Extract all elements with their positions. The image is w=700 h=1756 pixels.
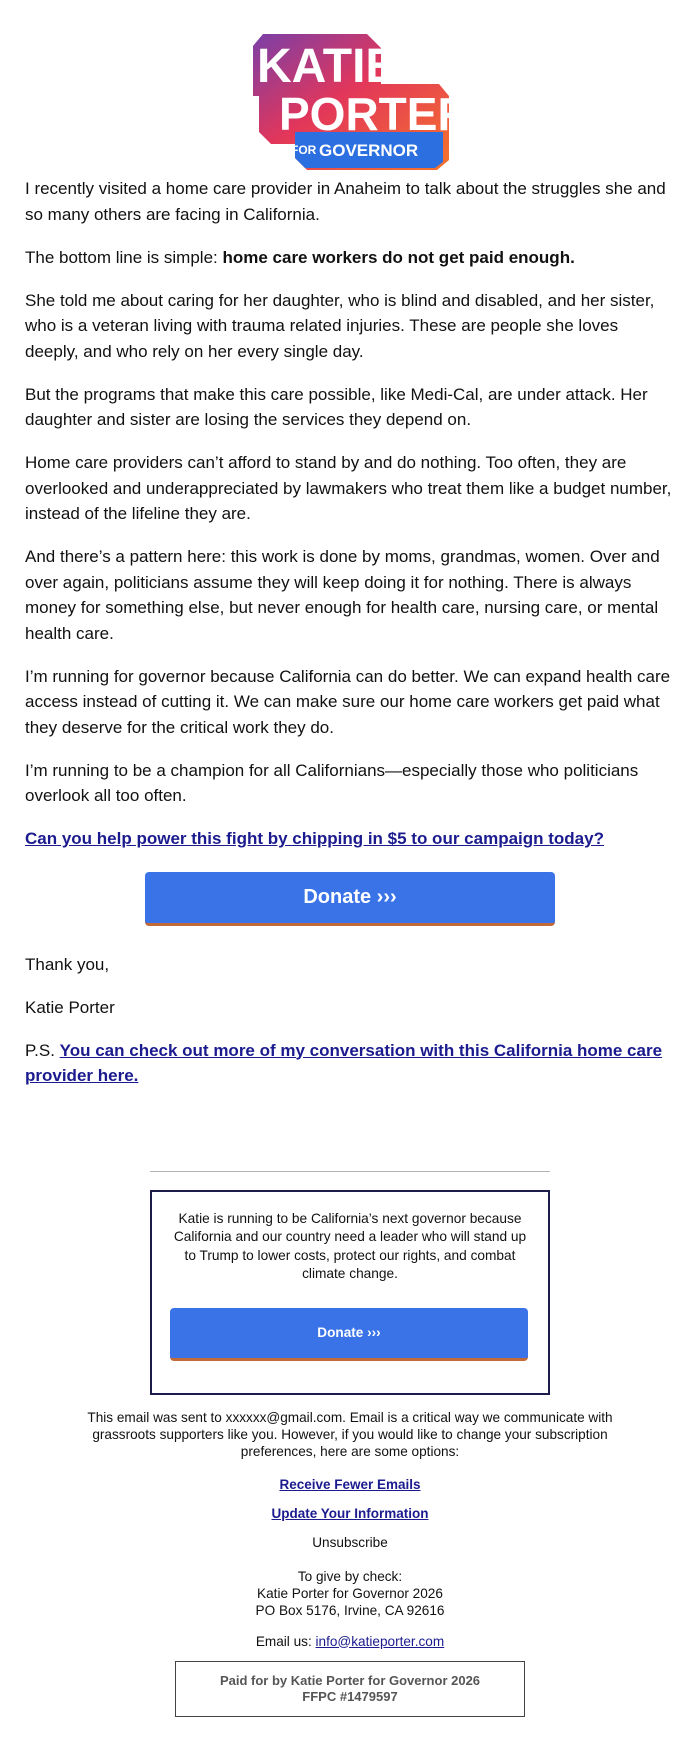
paragraph-8: I’m running to be a champion for all Californians—especially those who politicians overlook all too often. bbox=[25, 760, 639, 805]
ps-paragraph bbox=[25, 1038, 675, 1089]
ps-prefix: P.S. bbox=[25, 1040, 60, 1060]
logo-tagline-office: GOVERNOR bbox=[319, 141, 419, 160]
check-payee: Katie Porter for Governor 2026 bbox=[257, 1585, 443, 1601]
ps-conversation-link[interactable]: You can check out more of my conversation with this California home care provider here. bbox=[25, 1040, 663, 1085]
paragraph-2 bbox=[25, 245, 675, 271]
paid-for-disclaimer bbox=[175, 1661, 525, 1717]
paid-for-text: Paid for by Katie Porter for Governor 2026 bbox=[219, 1672, 481, 1688]
logo-tagline-for: FOR bbox=[291, 143, 317, 157]
email-label: Email us: bbox=[255, 1633, 316, 1649]
paragraph-3: She told me about caring for her daughter, who is blind and disabled, and her sister, who is a veteran living with trauma related injuries. These are people she loves deeply, and who rely on her every single day. bbox=[25, 290, 655, 361]
unsubscribe-link[interactable]: Unsubscribe bbox=[312, 1534, 388, 1550]
contact-email-link[interactable]: info@katieporter.com bbox=[315, 1633, 445, 1649]
paragraph-2-lead: The bottom line is simple: bbox=[25, 247, 223, 267]
paragraph-5: Home care providers can’t afford to stand by and do nothing. Too often, they are overlooked and underappreciated by lawmakers who treat them like a budget number, instead of the lifeline they are. bbox=[25, 453, 672, 523]
update-information-link[interactable]: Update Your Information bbox=[271, 1505, 429, 1521]
footer bbox=[0, 1409, 700, 1717]
katie-porter-logo[interactable] bbox=[249, 32, 471, 172]
logo-container bbox=[0, 0, 700, 176]
paragraph-1: I recently visited a home care provider in Anaheim to talk about the struggles she and so many others are facing in California. bbox=[25, 179, 666, 224]
paragraph-7: I’m running for governor because California can do better. We can expand health care access instead of cutting it. We can make sure our home care workers get paid what they deserve for the critical work they do. bbox=[25, 666, 671, 737]
donate-row bbox=[25, 872, 675, 926]
cta-paragraph bbox=[25, 826, 675, 852]
check-address-block bbox=[0, 1568, 700, 1619]
footer-blurb: Katie is running to be California’s next governor because California and our country need a leader who will stand up to Trump to lower costs, protect our rights, and combat climate change. bbox=[173, 1210, 527, 1281]
email-body bbox=[0, 176, 700, 1089]
cta-donate-link[interactable]: Can you help power this fight by chipping in $5 to our campaign today? bbox=[25, 829, 604, 848]
paragraph-6: And there’s a pattern here: this work is done by moms, grandmas, women. Over and over again, politicians assume they will keep doing it for nothing. There is always money for something else, but never enough for health care, nursing care, or mental health care. bbox=[25, 547, 660, 643]
footer-donate-button[interactable]: Donate ››› bbox=[170, 1308, 528, 1361]
signature: Katie Porter bbox=[25, 997, 115, 1017]
donate-button[interactable]: Donate ››› bbox=[145, 872, 555, 926]
footer-divider bbox=[150, 1171, 550, 1172]
ffpc-number: FFPC #1479597 bbox=[302, 1688, 398, 1704]
logo-line2: PORTER bbox=[279, 88, 471, 140]
paragraph-4: But the programs that make this care possible, like Medi-Cal, are under attack. Her daughter and sister are losing the services they depend on. bbox=[25, 384, 648, 429]
check-address: PO Box 5176, Irvine, CA 92616 bbox=[255, 1602, 445, 1618]
receive-fewer-emails-link[interactable]: Receive Fewer Emails bbox=[279, 1476, 421, 1492]
subscription-notice: This email was sent to xxxxxx@gmail.com. Email is a critical way we communicate with grassroots supporters like you. However, if you would like to change your subscription preferences, here are some options: bbox=[87, 1409, 613, 1459]
check-heading: To give by check: bbox=[297, 1568, 403, 1584]
footer-donate-box bbox=[150, 1190, 550, 1395]
logo-line1: KATIE bbox=[257, 40, 398, 93]
contact-email-line bbox=[0, 1633, 700, 1650]
signoff: Thank you, bbox=[25, 954, 110, 974]
paragraph-2-bold: home care workers do not get paid enough. bbox=[222, 247, 575, 267]
